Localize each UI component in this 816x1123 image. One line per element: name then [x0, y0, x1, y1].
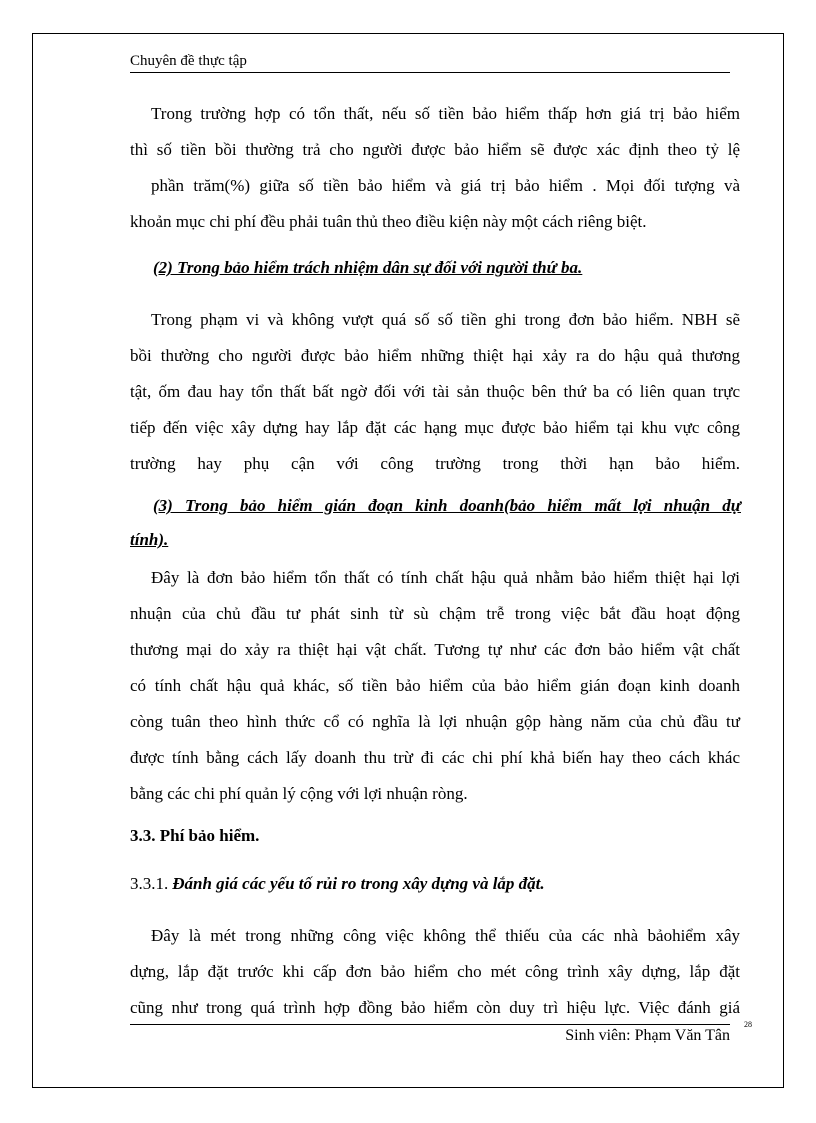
text-line: phần trăm(%) giữa số tiền bảo hiểm và giá trị bảo hiểm . Mọi đối tượng và — [151, 176, 740, 195]
heading-business-interruption: (3) Trong bảo hiểm gián đoạn kinh doanh(bảo hiểm mất lợi nhuận dự — [153, 496, 741, 515]
text-line: được tính bằng cách lấy doanh thu trừ đi các chi phí khả biến hay theo cách khác — [130, 748, 740, 767]
text-line: thì số tiền bồi thường trả cho người được bảo hiểm sẽ được xác định theo tỷ lệ — [130, 140, 740, 159]
subsection-heading — [130, 874, 545, 894]
subsection-number: 3.3.1. — [130, 874, 169, 893]
footer-author: Sinh viên: Phạm Văn Tân — [565, 1027, 730, 1044]
section-title: 3.3. Phí bảo hiểm. — [130, 826, 260, 845]
text-line: bồi thường cho người được bảo hiểm những thiệt hại xảy ra do hậu quả thương — [130, 346, 740, 365]
text-line: Đây là đơn bảo hiểm tổn thất có tính chất hậu quả nhằm bảo hiểm thiệt hại lợi — [151, 568, 740, 587]
text-line: cũng như trong quá trình hợp đồng bảo hiểm còn duy trì hiệu lực. Việc đánh giá — [130, 998, 740, 1017]
text-line: nhuận của chủ đầu tư phát sinh từ sù chậm trễ trong việc bắt đầu hoạt động — [130, 604, 740, 623]
text-line: dựng, lắp đặt trước khi cấp đơn bảo hiểm cho mét công trình xây dựng, lắp đặt — [130, 962, 740, 981]
paragraph-2 — [130, 302, 740, 482]
text-line: Trong phạm vi và không vượt quá số số tiền ghi trong đơn bảo hiểm. NBH sẽ — [151, 310, 740, 329]
text-line: khoản mục chi phí đều phải tuân thủ theo điều kiện này một cách riêng biệt. — [130, 212, 647, 231]
text-line: Trong trường hợp có tổn thất, nếu số tiền bảo hiểm thấp hơn giá trị bảo hiểm — [151, 104, 740, 123]
text-line: còng tuân theo hình thức cổ có nghĩa là lợi nhuận gộp hàng năm của chủ đầu tư — [130, 712, 740, 731]
page-header: Chuyên đề thực tập — [130, 52, 730, 73]
paragraph-4 — [130, 918, 740, 1026]
heading-business-interruption-cont: tính). — [130, 530, 169, 549]
footer-rule — [130, 1024, 730, 1025]
text-line: có tính chất hậu quả khác, số tiền bảo hiểm của bảo hiểm gián đoạn kinh doanh — [130, 676, 740, 695]
text-line: thương mại do xảy ra thiệt hại vật chất. Tương tự như các đơn bảo hiểm vật chất — [130, 640, 740, 659]
text-line: tiếp đến việc xây dựng hay lắp đặt các hạng mục được bảo hiểm tại khu vực công — [130, 418, 740, 437]
text-line: Đây là mét trong những công việc không thể thiếu của các nhà bảohiểm xây — [151, 926, 740, 945]
text-line: tật, ốm đau hay tổn thất bất ngờ đối với tài sản thuộc bên thứ ba có liên quan trực — [130, 382, 740, 401]
paragraph-3 — [130, 560, 740, 812]
heading-liability: (2) Trong bảo hiểm trách nhiệm dân sự đối với người thứ ba. — [153, 258, 583, 277]
paragraph-1 — [130, 96, 740, 240]
page-number: 28 — [744, 1020, 752, 1029]
text-line: bằng các chi phí quản lý cộng với lợi nhuận ròng. — [130, 784, 468, 803]
subsection-title: Đánh giá các yếu tố rủi ro trong xây dựng và lắp đặt. — [172, 874, 545, 893]
text-line: trường hay phụ cận với công trường trong thời hạn bảo hiểm. — [130, 454, 740, 473]
